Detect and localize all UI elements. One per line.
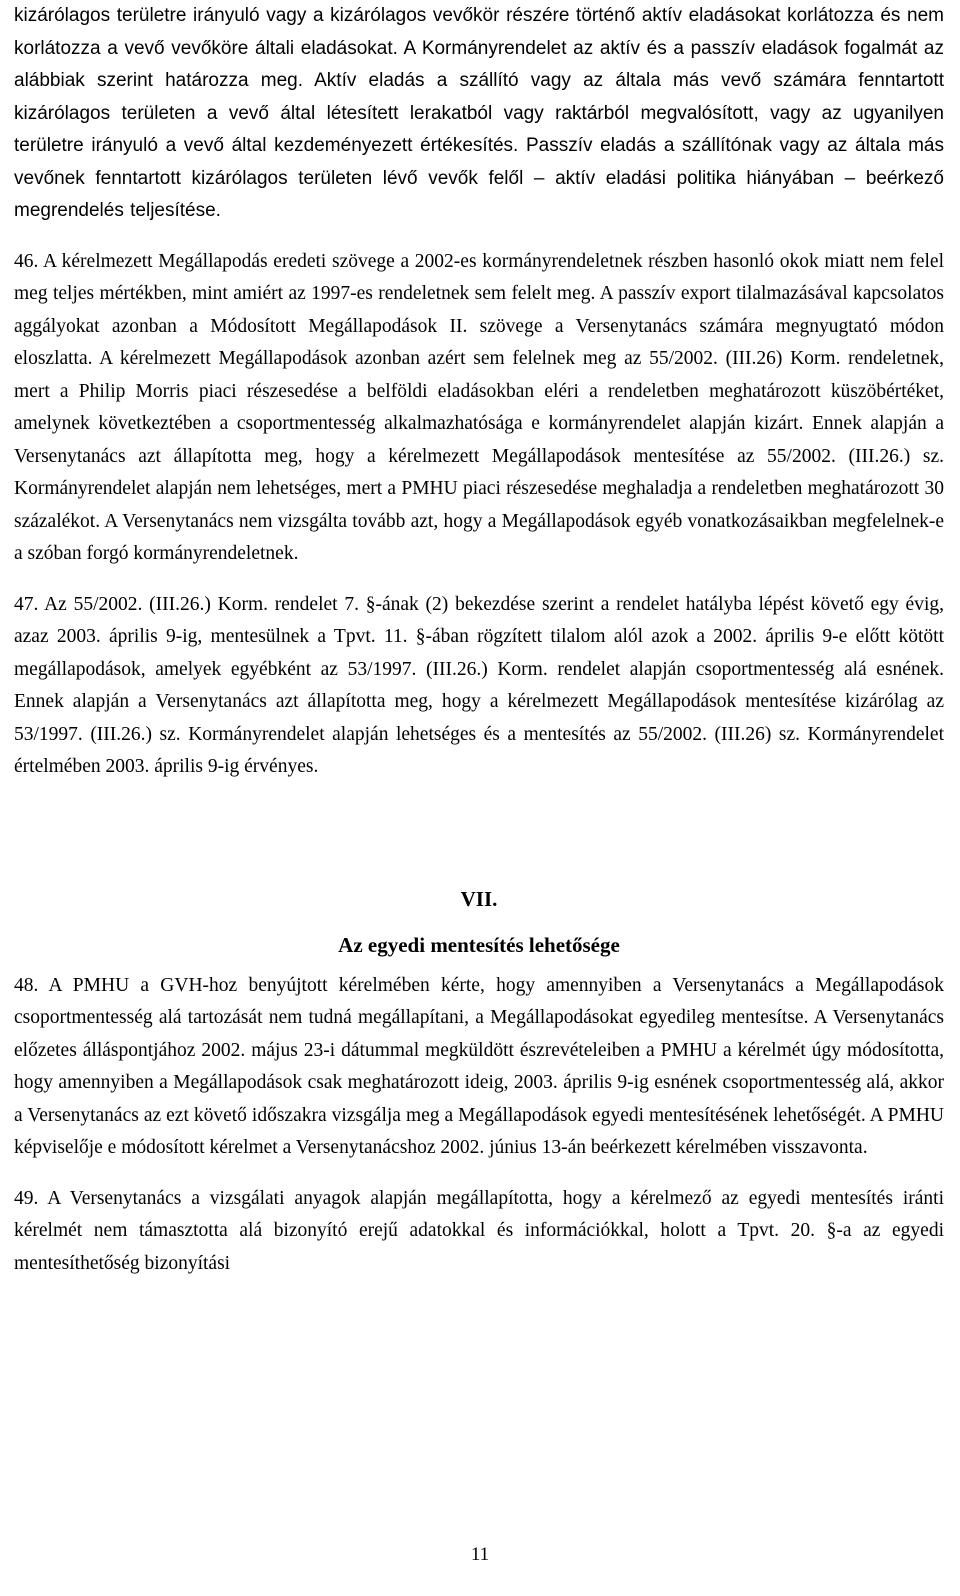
document-page xyxy=(14,0,944,1596)
paragraph-46: 46. A kérelmezett Megállapodás eredeti szövege a 2002-es kormányrendeletnek részben hasonló okok miatt nem felel meg teljes mértékben, mint amiért az 1997-es rendeletnek sem felelt meg. A passzív export tilalmazásával kapcsolatos aggályokat azonban a Módosított Megállapodások II. szövege a Versenytanács számára megnyugtató módon eloszlatta. A kérelmezett Megállapodások azonban azért sem felelnek meg az 55/2002. (III.26) Korm. rendeletnek, mert a Philip Morris piaci részesedése a belföldi eladásokban eléri a rendeletben meghatározott küszöbértéket, amelynek következtében a csoportmentesség alkalmazhatósága e kormányrendelet alapján kizárt. Ennek alapján a Versenytanács azt állapította meg, hogy a kérelmezett Megállapodások mentesítése az 55/2002. (III.26.) sz. Kormányrendelet alapján nem lehetséges, mert a PMHU piaci részesedése meghaladja a rendeletben meghatározott 30 százalékot. A Versenytanács nem vizsgálta tovább azt, hogy a Megállapodások egyéb vonatkozásaikban megfelelnek-e a szóban forgó kormányrendeletnek. xyxy=(14,250,944,564)
page-number: 11 xyxy=(470,1544,490,1565)
paragraph-48: 48. A PMHU a GVH-hoz benyújtott kérelmében kérte, hogy amennyiben a Versenytanács a Megállapodások csoportmentesség alá tartozását nem tudná megállapítani, a Megállapodásokat egyedileg mentesítse. A Versenytanács előzetes álláspontjához 2002. május 23-i dátummal megküldött észrevételeiben a PMHU a kérelmét úgy módosította, hogy amennyiben a Megállapodások csak meghatározott ideig, 2003. április 9-ig esnének csoportmentesség alá, akkor a Versenytanács az ezt követő időszakra vizsgálja meg a Megállapodások egyedi mentesítésének lehetőségét. A PMHU képviselője e módosított kérelmet a Versenytanácshoz 2002. június 13-án beérkezett kérelmében visszavonta. xyxy=(14,974,944,1158)
paragraph-49: 49. A Versenytanács a vizsgálati anyagok alapján megállapította, hogy a kérelmező az egyedi mentesítés iránti kérelmét nem támasztotta alá bizonyító erejű adatokkal és információkkal, holott a Tpvt. 20. §-a az egyedi mentesíthetőség bizonyítási xyxy=(14,1187,944,1274)
paragraph-continuation: kizárólagos területre irányuló vagy a kizárólagos vevőkör részére történő aktív eladásokat korlátozza és nem korlátozza a vevő vevőköre általi eladásokat. A Kormányrendelet az aktív és a passzív eladások fogalmát az alábbiak szerint határozza meg. Aktív eladás a szállító vagy az általa más vevő számára fenntartott kizárólagos területen a vevő által létesített lerakatból vagy raktárból megvalósított, vagy az ugyanilyen területre irányuló a vevő által kezdeményezett értékesítés. Passzív eladás a szállítónak vagy az általa más vevőnek fenntartott kizárólagos területen lévő vevők felől – aktív eladási politika hiányában – beérkező megrendelés teljesítése. xyxy=(14,5,944,221)
section-number-heading: VII. xyxy=(460,886,498,911)
paragraph-47: 47. Az 55/2002. (III.26.) Korm. rendelet 7. §-ának (2) bekezdése szerint a rendelet hatályba lépést követő egy évig, azaz 2003. április 9-ig, mentesülnek a Tpvt. 11. §-ában rögzített tilalom alól azok a 2002. április 9-e előtt kötött megállapodások, amelyek egyébként az 53/1997. (III.26.) Korm. rendelet alapján csoportmentesség alá esnének. Ennek alapján a Versenytanács azt állapította meg, hogy a kérelmezett Megállapodások mentesítése kizárólag az 53/1997. (III.26.) sz. Kormányrendelet alapján lehetséges és a mentesítés az 55/2002. (III.26) sz. Kormányrendelet értelmében 2003. április 9-ig érvényes. xyxy=(14,593,944,777)
section-title-heading: Az egyedi mentesítés lehetősége xyxy=(338,932,620,957)
